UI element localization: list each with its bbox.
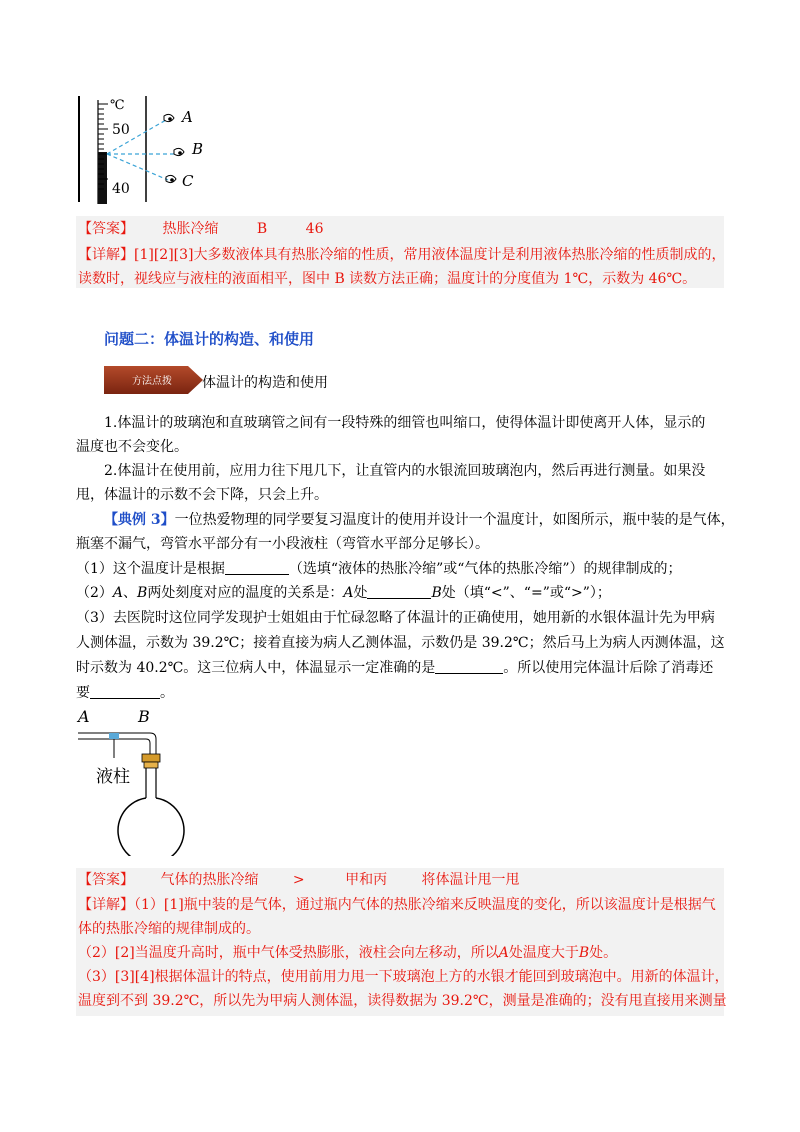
flask-figure — [76, 706, 196, 856]
answer-tag: 【答案】 — [78, 221, 134, 237]
label-b: B — [138, 707, 150, 726]
answer-item: B — [256, 221, 268, 237]
eye-label-b: B — [192, 140, 204, 158]
tick-label-50: 50 — [112, 122, 130, 138]
eye-icon — [166, 175, 176, 182]
answer-box-3 — [76, 868, 729, 1016]
point-1-line2: 温度也不会变化。 — [76, 439, 188, 455]
question-3-line4: 要 。 — [76, 685, 174, 701]
detail-tag: 【详解】 — [78, 897, 134, 913]
question-1: （1）这个温度计是根据 （选填“液体的热胀冷缩”或“气体的热胀冷缩”）的规律制成的； — [76, 561, 682, 577]
tick-label-40: 40 — [112, 181, 130, 197]
eye-label-a: A — [182, 108, 193, 126]
thermometer-figure — [76, 94, 216, 206]
label-liquid: 液柱 — [96, 767, 130, 787]
answer-item: > — [292, 872, 305, 888]
point-2-line1: 2.体温计在使用前，应用力往下甩几下，让直管内的水银流回玻璃泡内，然后再进行测量。如果没 — [104, 463, 706, 479]
answer-item: 46 — [305, 221, 324, 237]
point-1-line1: 1.体温计的玻璃泡和直玻璃管之间有一段特殊的细管也叫缩口，使得体温计即使离开人体，显示的 — [104, 415, 706, 431]
question-3-line2: 人测体温，示数为 39.2℃；接着直接为病人乙测体温，示数仍是 39.2℃；然后马上为病人丙测体温，这 — [76, 635, 725, 651]
eye-icon — [164, 114, 174, 121]
answer-blank — [435, 660, 503, 674]
answer-blank — [225, 561, 289, 575]
detail-tag: 【详解】 — [78, 247, 134, 263]
answer-row — [78, 871, 520, 889]
answer-item: 热胀冷缩 — [162, 221, 219, 237]
answer-tag: 【答案】 — [78, 872, 134, 888]
answer-item: 甲和丙 — [345, 872, 388, 888]
detail-line: 读数时，视线应与液柱的液面相平，图中 B 读数方法正确；温度计的分度值为 1℃，示数为 46℃。 — [78, 271, 697, 287]
unit-label: ℃ — [110, 98, 125, 113]
answer-blank — [90, 685, 160, 699]
detail-line: （3）[3][4]根据体温计的特点，使用前用力甩一下玻璃泡上方的水银才能回到玻璃泡中。用新的体温计， — [78, 969, 729, 985]
question-3-line3: 时示数为 40.2℃。这三位病人中，体温显示一定准确的是 。所以使用完体温计后除了消毒还 — [76, 660, 714, 676]
answer-blank — [367, 585, 431, 599]
question-2: （2）A、B两处刻度对应的温度的关系是：A处 B处（填“<”、“=”或“>”）； — [76, 585, 611, 601]
detail-line: 【详解】[1][2][3]大多数液体具有热胀冷缩的性质，常用液体温度计是利用液体热胀冷缩的性质制成的， — [78, 247, 726, 263]
eye-label-c: C — [182, 172, 194, 190]
tip-badge — [104, 366, 204, 394]
eye-icon — [174, 148, 184, 155]
label-a: A — [78, 707, 90, 726]
point-2-line2: 甩，体温计的示数不会下降，只会上升。 — [76, 487, 328, 503]
answer-item: 将体温计甩一甩 — [421, 872, 520, 888]
section-title: 问题二：体温计的构造、和使用 — [104, 330, 315, 348]
detail-line: 【详解】（1）[1]瓶中装的是气体，通过瓶内气体的热胀冷缩来反映温度的变化，所以该温度计是根据气 — [78, 897, 716, 913]
answer-item: 气体的热胀冷缩 — [160, 872, 259, 888]
detail-line: 温度到不到 39.2℃，所以先为甲病人测体温，读得数据为 39.2℃，测量是准确的；没有甩直接用来测量 — [78, 993, 727, 1009]
tip-badge-label: 方法点拨 — [132, 376, 172, 387]
liquid-column — [109, 733, 119, 739]
example-intro: 【典例 3】一位热爱物理的同学要复习温度计的使用并设计一个温度计，如图所示，瓶中装的是气体， — [104, 512, 735, 528]
tip-text: 体温计的构造和使用 — [202, 375, 328, 391]
example-tag: 【典例 3】 — [104, 512, 175, 528]
detail-line: 体的热胀冷缩的规律制成的。 — [78, 921, 260, 937]
example-intro-2: 瓶塞不漏气，弯管水平部分有一小段液柱（弯管水平部分足够长）。 — [76, 536, 489, 552]
answer-row — [78, 220, 323, 238]
detail-line: （2）[2]当温度升高时，瓶中气体受热膨胀，液柱会向左移动，所以A处温度大于B处。 — [78, 945, 618, 961]
question-3-line1: （3）去医院时这位同学发现护士姐姐由于忙碌忽略了体温计的正确使用，她用新的水银体温计先为甲病 — [76, 610, 715, 626]
answer-box-1 — [76, 216, 724, 288]
